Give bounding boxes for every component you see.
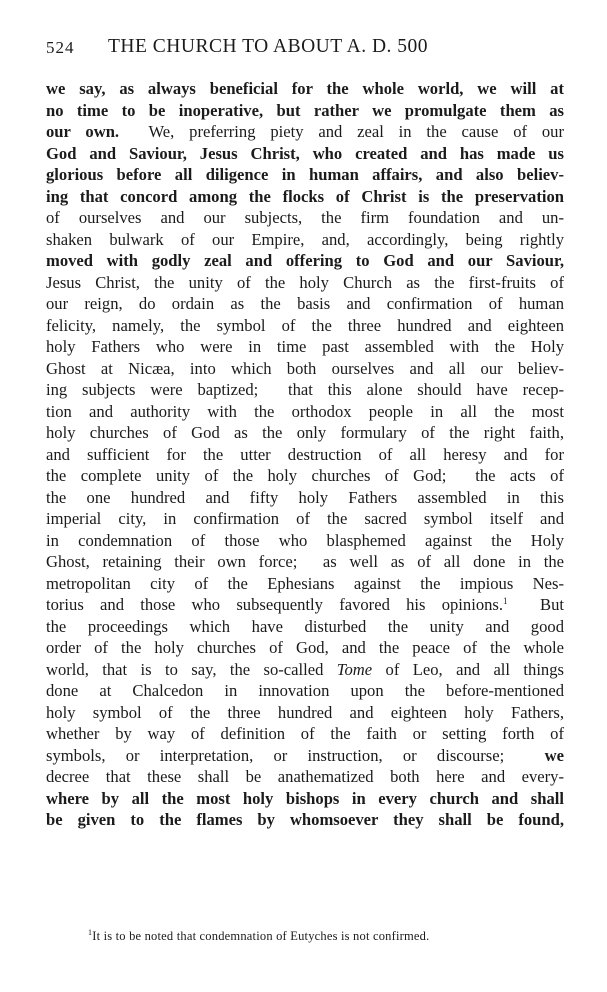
text-line: imperial city, in confirmation of the sacred symbol itself and <box>46 509 564 528</box>
text-line: we say, as always beneficial for the whole world, we will at <box>46 79 564 98</box>
running-title: THE CHURCH TO ABOUT A. D. 500 <box>108 36 429 57</box>
text-line: order of the holy churches of God, and the peace of the whole <box>46 638 564 657</box>
footnote-reference: 1 <box>503 596 508 606</box>
text-line: Ghost at Nicæa, into which both ourselves and all our believ- <box>46 358 564 378</box>
text-line: glorious before all diligence in human affairs, and also believ- <box>46 165 564 184</box>
text-line: done at Chalcedon in innovation upon the before-mentioned <box>46 681 564 700</box>
text-line: holy Fathers who were in time past assembled with the Holy <box>46 337 564 356</box>
text-line: Ghost, retaining their own force; as well as of all done in the <box>46 552 565 571</box>
text-line: symbols, or interpretation, or instruction, or discourse; we <box>46 745 564 765</box>
text-line: where by all the most holy bishops in every church and shall <box>46 788 564 808</box>
text-line: the one hundred and fifty holy Fathers assembled in this <box>46 487 564 507</box>
text-line: and sufficient for the utter destruction of all heresy and for <box>46 444 564 464</box>
footnote <box>88 929 429 944</box>
text-line: in condemnation of those who blasphemed against the Holy <box>46 530 564 550</box>
text-line: decree that these shall be anathematized both here and every- <box>46 767 564 786</box>
text-line: Jesus Christ, the unity of the holy Church as the first-fruits of <box>46 272 564 292</box>
footnote-marker: 1 <box>88 928 93 937</box>
text-line: moved with godly zeal and offering to God and our Saviour, <box>46 251 564 270</box>
text-line: shaken bulwark of our Empire, and, accordingly, being rightly <box>46 229 564 249</box>
body-text <box>46 78 564 831</box>
footnote-text: It is to be noted that condemnation of Eutyches is not confirmed. <box>92 929 430 943</box>
text-line: world, that is to say, the so-called Tome of Leo, and all things <box>46 659 564 679</box>
text-line: holy symbol of the three hundred and eighteen holy Fathers, <box>46 702 564 722</box>
text-line: the proceedings which have disturbed the unity and good <box>46 616 564 636</box>
text-line: torius and those who subsequently favored his opinions.$^1$ But <box>46 595 564 614</box>
text-line: God and Saviour, Jesus Christ, who created and has made us <box>46 143 564 163</box>
text-line: our reign, do ordain as the basis and confirmation of human <box>46 294 564 313</box>
text-line: ing that concord among the flocks of Christ is the preservation <box>46 186 564 206</box>
text-line: be given to the flames by whomsoever they shall be found, <box>46 810 564 829</box>
page-header <box>46 36 564 62</box>
text-line: of ourselves and our subjects, the firm foundation and un- <box>46 208 564 227</box>
text-line: tion and authority with the orthodox people in all the most <box>46 401 564 421</box>
text-line: our own. We, preferring piety and zeal in the cause of our <box>46 122 564 141</box>
text-line: metropolitan city of the Ephesians against the impious Nes- <box>46 573 564 593</box>
page-number: 524 <box>46 38 75 57</box>
text-line: ing subjects were baptized; that this alone should have recep- <box>46 380 565 399</box>
text-line: holy churches of God as the only formulary of the right faith, <box>46 423 564 442</box>
text-line: no time to be inoperative, but rather we promulgate them as <box>46 100 564 120</box>
text-line: the complete unity of the holy churches of God; the acts of <box>46 466 564 485</box>
text-line: whether by way of definition of the faith or setting forth of <box>46 724 564 743</box>
text-line: felicity, namely, the symbol of the three hundred and eighteen <box>46 315 564 335</box>
